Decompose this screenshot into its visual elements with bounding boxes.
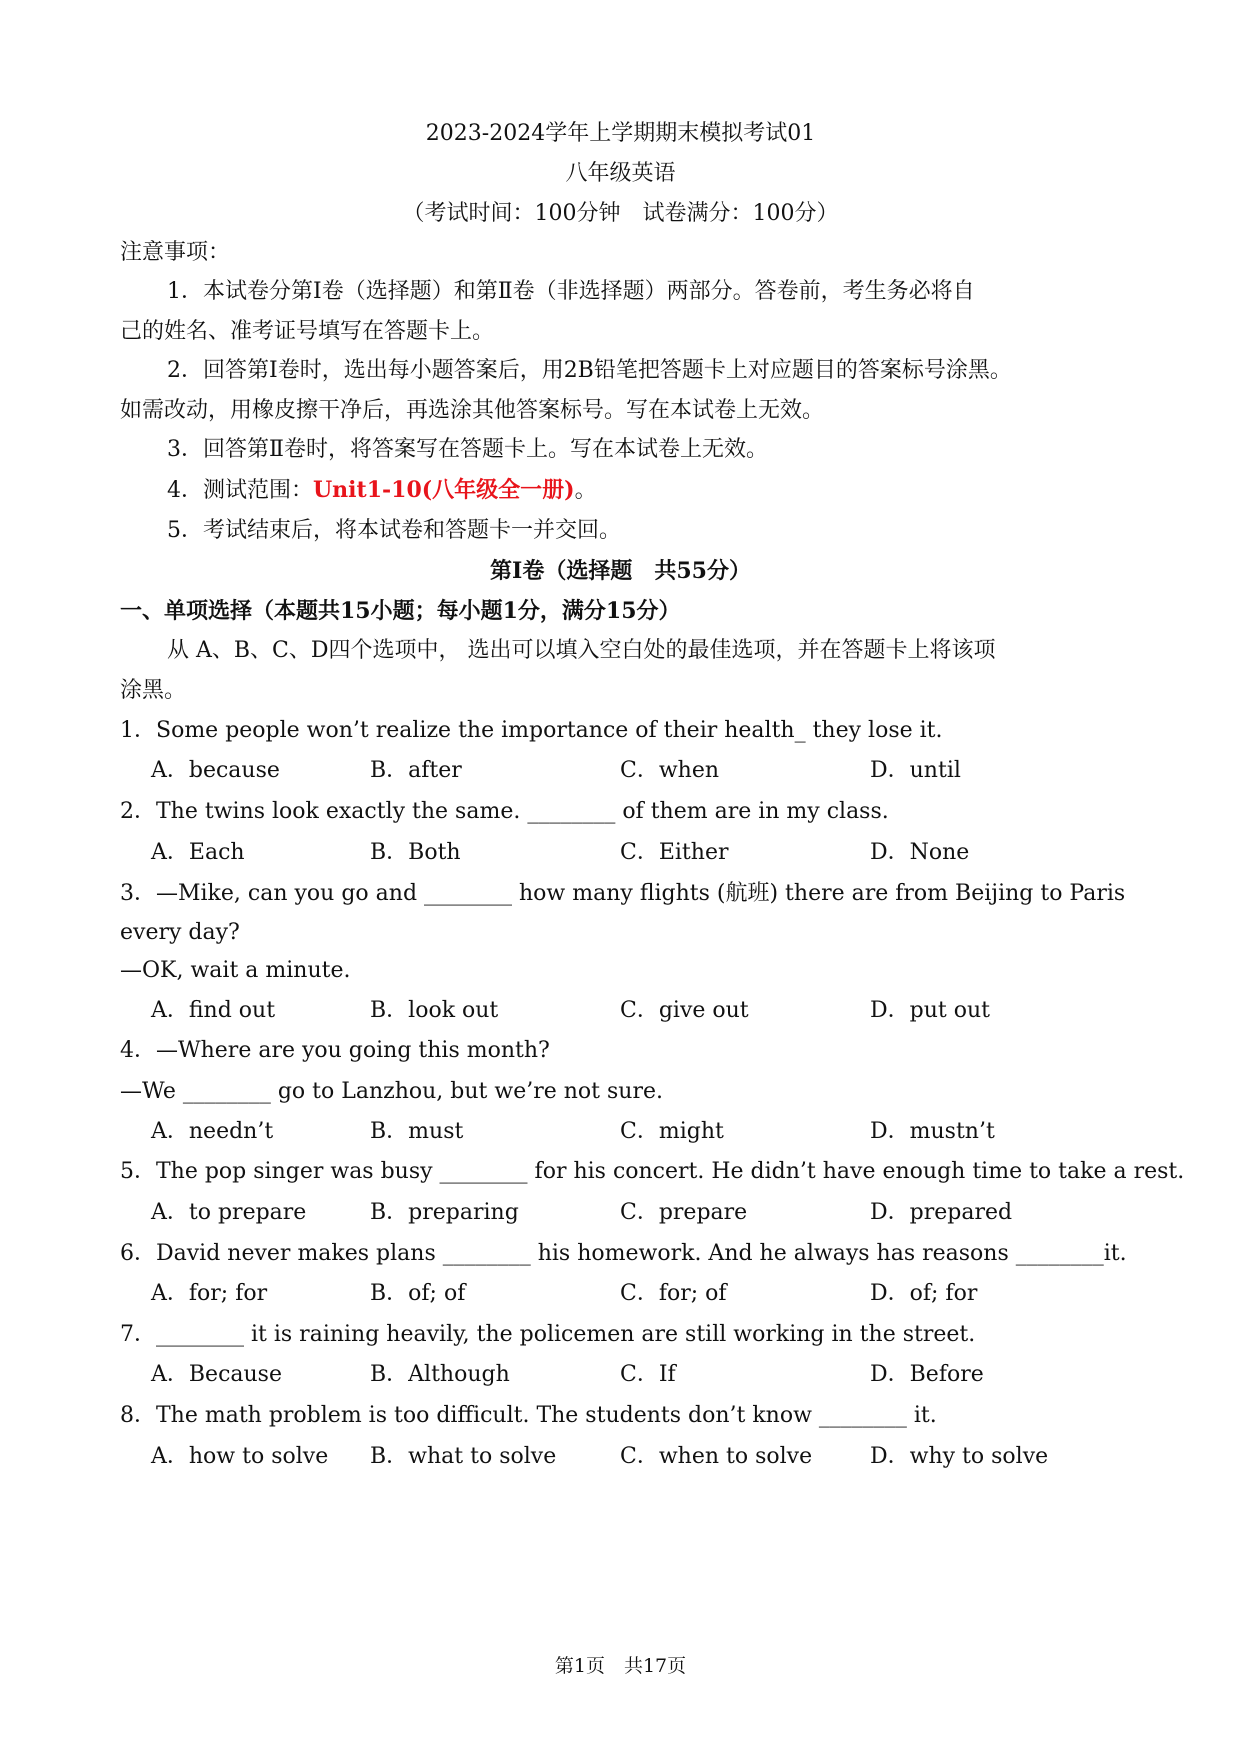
section-title: 一、单项选择（本题共15小题；每小题1分，满分15分） bbox=[120, 598, 681, 624]
q8-option-c: C．when to solve bbox=[620, 1444, 813, 1469]
note-item-3: 3．回答第Ⅱ卷时，将答案写在答题卡上。写在本试卷上无效。 bbox=[167, 437, 768, 462]
question-8-stem: 8．The math problem is too difficult. The students don’t know ________ it. bbox=[120, 1403, 937, 1428]
q3-option-a: A．find out bbox=[151, 998, 276, 1023]
q2-option-c: C．Either bbox=[620, 840, 729, 865]
note-item-5: 5．考试结束后，将本试卷和答题卡一并交回。 bbox=[167, 518, 621, 543]
q2-option-d: D．None bbox=[870, 840, 970, 865]
note-item-2: 2．回答第Ⅰ卷时，选出每小题答案后，用2B铅笔把答题卡上对应题目的答案标号涂黑。 bbox=[167, 358, 1012, 383]
q3-option-c: C．give out bbox=[620, 998, 749, 1023]
q4-option-a: A．needn’t bbox=[151, 1119, 274, 1144]
q7-option-a: A．Because bbox=[151, 1362, 282, 1387]
q6-option-b: B．of; of bbox=[370, 1281, 466, 1306]
q2-option-a: A．Each bbox=[151, 840, 245, 865]
note-item-4-prefix: 4．测试范围： bbox=[167, 478, 313, 503]
question-3-stem: 3．—Mike, can you go and ________ how many flights (航班) there are from Beijing to Paris bbox=[120, 881, 1126, 906]
q7-option-d: D．Before bbox=[870, 1362, 984, 1387]
q3-option-d: D．put out bbox=[870, 998, 990, 1023]
note-item-1-cont: 己的姓名、准考证号填写在答题卡上。 bbox=[120, 319, 495, 344]
q7-option-c: C．If bbox=[620, 1362, 676, 1387]
q8-option-d: D．why to solve bbox=[870, 1444, 1049, 1469]
q6-option-d: D．of; for bbox=[870, 1281, 978, 1306]
q1-option-a: A．because bbox=[151, 758, 280, 783]
question-3-reply: —OK, wait a minute. bbox=[120, 958, 351, 983]
note-item-1: 1．本试卷分第Ⅰ卷（选择题）和第Ⅱ卷（非选择题）两部分。答卷前，考生务必将自 bbox=[167, 279, 975, 304]
exam-info: （考试时间：100分钟 试卷满分：100分） bbox=[402, 201, 839, 226]
q1-option-d: D．until bbox=[870, 758, 961, 783]
q5-option-a: A．to prepare bbox=[151, 1200, 307, 1225]
question-4-stem: 4．—Where are you going this month? bbox=[120, 1038, 550, 1063]
question-5-stem: 5．The pop singer was busy ________ for his concert. He didn’t have enough time to take a rest. bbox=[120, 1159, 1185, 1184]
question-4-reply: —We ________ go to Lanzhou, but we’re not sure. bbox=[120, 1079, 663, 1104]
notes-heading: 注意事项： bbox=[120, 240, 231, 265]
q6-option-a: A．for; for bbox=[151, 1281, 268, 1306]
note-item-4 bbox=[167, 475, 597, 506]
note-item-4-suffix: 。 bbox=[574, 478, 597, 503]
question-7-stem: 7．________ it is raining heavily, the policemen are still working in the street. bbox=[120, 1322, 976, 1347]
note-item-2-cont: 如需改动，用橡皮擦干净后，再选涂其他答案标号。写在本试卷上无效。 bbox=[120, 398, 825, 423]
question-1-stem: 1．Some people won’t realize the importance of their health_ they lose it. bbox=[120, 718, 943, 743]
q4-option-d: D．mustn’t bbox=[870, 1119, 995, 1144]
q5-option-d: D．prepared bbox=[870, 1200, 1013, 1225]
question-6-stem: 6．David never makes plans ________ his homework. And he always has reasons ________it. bbox=[120, 1241, 1127, 1266]
q5-option-b: B．preparing bbox=[370, 1200, 519, 1225]
exam-subject: 八年级英语 bbox=[565, 161, 676, 186]
q4-option-b: B．must bbox=[370, 1119, 464, 1144]
q8-option-a: A．how to solve bbox=[151, 1444, 329, 1469]
q6-option-c: C．for; of bbox=[620, 1281, 727, 1306]
q8-option-b: B．what to solve bbox=[370, 1444, 557, 1469]
q5-option-c: C．prepare bbox=[620, 1200, 748, 1225]
test-scope: Unit1-10(八年级全一册) bbox=[313, 477, 575, 503]
section-instruction: 从 A、B、C、D四个选项中， 选出可以填入空白处的最佳选项，并在答题卡上将该项 bbox=[167, 638, 996, 663]
q1-option-c: C．when bbox=[620, 758, 720, 783]
exam-title: 2023-2024学年上学期期末模拟考试01 bbox=[425, 121, 816, 146]
part1-title: 第Ⅰ卷（选择题 共55分） bbox=[490, 558, 751, 584]
q4-option-c: C．might bbox=[620, 1119, 724, 1144]
page-number: 第1页 共17页 bbox=[554, 1655, 687, 1677]
q1-option-b: B．after bbox=[370, 758, 462, 783]
q7-option-b: B．Although bbox=[370, 1362, 510, 1387]
question-3-stem-cont: every day? bbox=[120, 920, 240, 945]
question-2-stem: 2．The twins look exactly the same. ________ of them are in my class. bbox=[120, 799, 889, 824]
q2-option-b: B．Both bbox=[370, 840, 461, 865]
q3-option-b: B．look out bbox=[370, 998, 499, 1023]
section-instruction-cont: 涂黑。 bbox=[120, 678, 187, 703]
